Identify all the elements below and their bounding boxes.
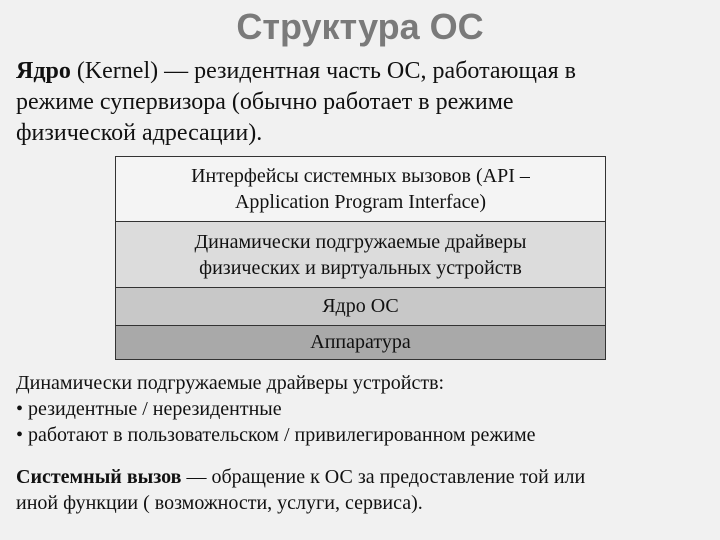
layer-api bbox=[116, 157, 605, 221]
kernel-definition-line3: физической адресации). bbox=[16, 120, 263, 146]
layer-api-line1: Интерфейсы системных вызовов (API – bbox=[191, 165, 530, 187]
layer-hardware-label: Аппаратура bbox=[310, 331, 411, 353]
kernel-term-english: (Kernel) bbox=[76, 58, 159, 84]
layer-drivers-line1: Динамически подгружаемые драйверы bbox=[194, 231, 527, 253]
syscall-term: Системный вызов bbox=[16, 466, 182, 488]
layer-api-line2: Application Program Interface) bbox=[234, 191, 486, 213]
kernel-definition-line1: — резидентная часть ОС, работающая в bbox=[158, 58, 576, 84]
kernel-definition bbox=[16, 56, 698, 149]
syscall-definition bbox=[16, 464, 706, 516]
layer-kernel-label: Ядро ОС bbox=[322, 295, 399, 317]
drivers-notes bbox=[16, 370, 706, 448]
slide-title: Структура ОС bbox=[236, 6, 484, 47]
layer-kernel bbox=[116, 287, 605, 325]
kernel-term: Ядро bbox=[16, 58, 71, 84]
drivers-notes-item: • резидентные / нерезидентные bbox=[16, 398, 282, 420]
drivers-notes-heading: Динамически подгружаемые драйверы устройств: bbox=[16, 372, 445, 394]
layer-hardware bbox=[116, 325, 605, 359]
syscall-definition-line1: — обращение к ОС за предоставление той или bbox=[181, 466, 586, 488]
kernel-definition-line2: режиме супервизора (обычно работает в режиме bbox=[16, 89, 514, 115]
layer-drivers-line2: физических и виртуальных устройств bbox=[199, 257, 522, 279]
drivers-notes-item: • работают в пользовательском / привилегированном режиме bbox=[16, 424, 536, 446]
syscall-definition-line2: иной функции ( возможности, услуги, сервиса). bbox=[16, 492, 423, 514]
os-layers-diagram bbox=[115, 156, 606, 360]
layer-drivers bbox=[116, 221, 605, 287]
